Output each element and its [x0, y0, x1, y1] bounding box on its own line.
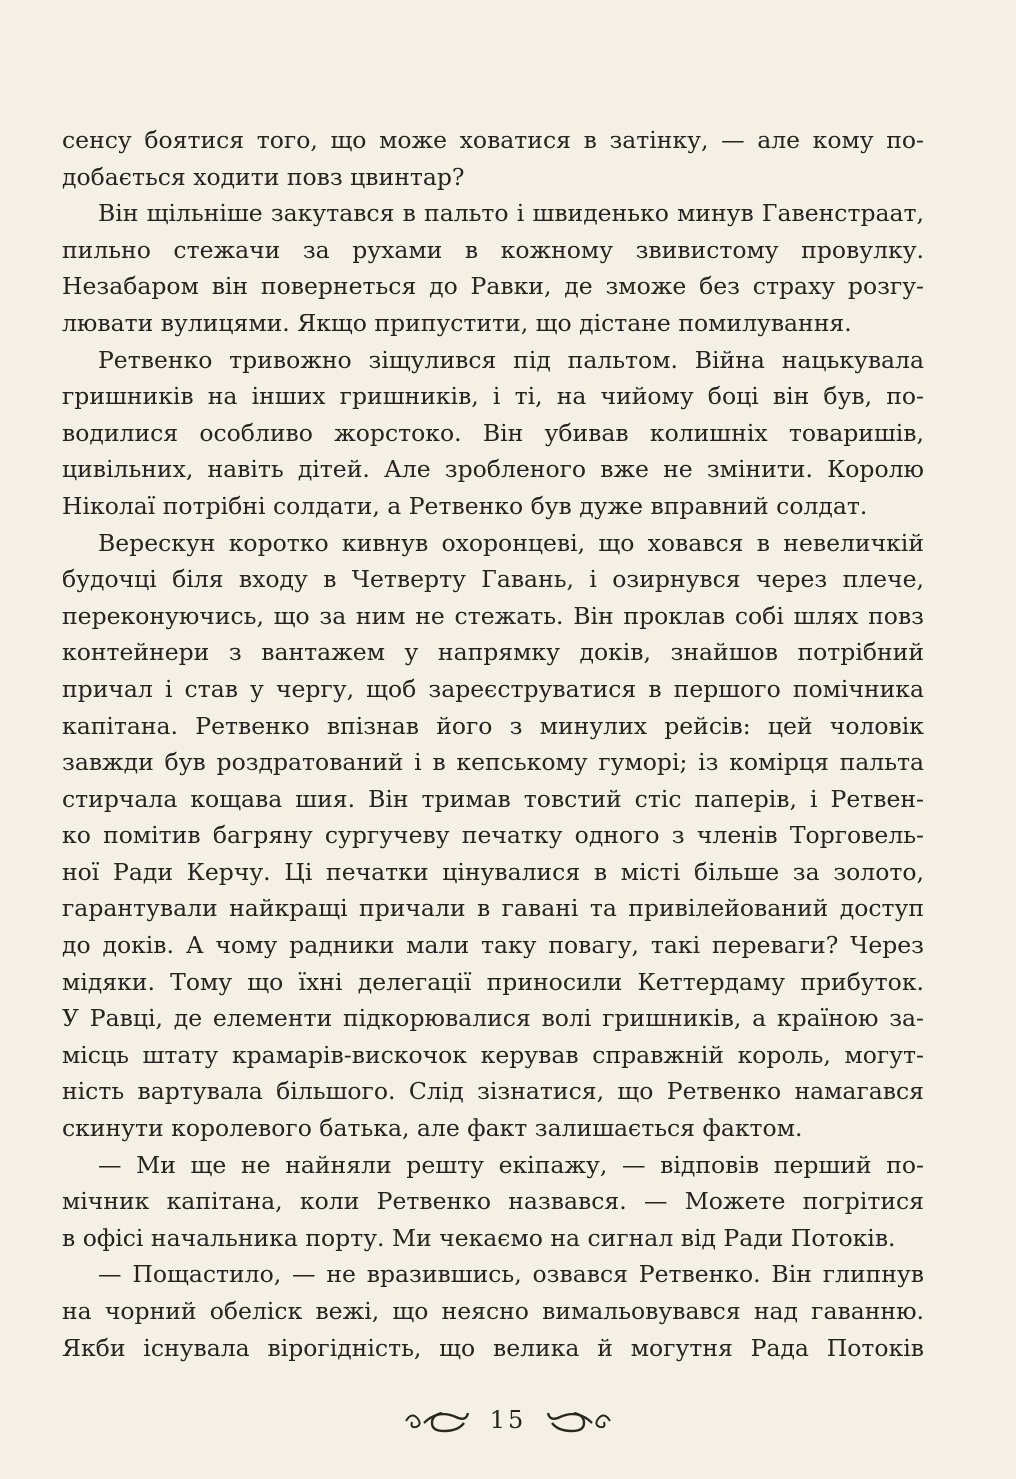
text-line: цивільних, навіть дітей. Але зробленого вже не змінити. Королю: [62, 455, 924, 484]
text-line: сенсу боятися того, що може ховатися в затінку, — але кому по-: [62, 126, 924, 154]
text-line: мідяки. Тому що їхні делегації приносили Кеттердаму прибуток.: [62, 967, 924, 996]
text-line: до доків. А чому радники мали таку повагу, такі переваги? Через: [62, 931, 924, 960]
text-line: добається ходити повз цвинтар?: [62, 162, 465, 191]
text-line: пильно стежачи за рухами в кожному звивистому провулку.: [62, 235, 924, 264]
left-flourish-ornament: [402, 1405, 472, 1435]
text-line: ність вартувала більшого. Слід зізнатися, що Ретвенко намагався: [62, 1077, 924, 1106]
right-flourish-ornament: [544, 1405, 614, 1435]
text-line: ної Ради Керчу. Ці печатки цінувалися в місті більше за золото,: [62, 857, 924, 886]
text-line: скинути королевого батька, але факт залишається фактом.: [62, 1114, 803, 1143]
text-line: в офісі начальника порту. Ми чекаємо на сигнал від Ради Потоків.: [62, 1223, 896, 1252]
text-line: У Равці, де елементи підкорювалися волі гришників, а країною за-: [62, 1004, 924, 1033]
text-line: водилися особливо жорстоко. Він убивав колишніх товаришів,: [62, 418, 924, 447]
folio: [380, 1395, 636, 1445]
text-line: будочці біля входу в Четверту Гавань, і озирнувся через плече,: [62, 565, 924, 594]
body-text: [62, 122, 924, 1366]
text-line: мічник капітана, коли Ретвенко назвався. — Можете погрітися: [62, 1187, 924, 1216]
text-line: переконуючись, що за ним не стежать. Він проклав собі шлях повз: [62, 601, 924, 630]
page-number: 15: [489, 1406, 527, 1434]
text-line: Незабаром він повернеться до Равки, де зможе без страху розгу-: [62, 272, 924, 301]
text-line: Ніколаї потрібні солдати, а Ретвенко був дуже вправний солдат.: [62, 491, 868, 520]
text-line: завжди був роздратований і в кепському гуморі; із комірця пальта: [62, 748, 924, 777]
text-line: Він щільніше закутався в пальто і швиденько минув Гавенстраат,: [98, 199, 924, 228]
text-line: стирчала кощава шия. Він тримав товстий стіс паперів, і Ретвен-: [62, 784, 924, 813]
text-line: місць штату крамарів-вискочок керував справжній король, могут-: [62, 1040, 924, 1069]
text-line: лювати вулицями. Якщо припустити, що дістане помилування.: [62, 308, 852, 337]
text-line: контейнери з вантажем у напрямку доків, знайшов потрібний: [62, 638, 924, 667]
text-line: капітана. Ретвенко впізнав його з минулих рейсів: цей чоловік: [62, 711, 924, 740]
text-line: Верескун коротко кивнув охоронцеві, що ховався в невеличкій: [98, 528, 924, 557]
text-line: на чорний обеліск вежі, що неясно вимальовувався над гаванню.: [62, 1297, 924, 1325]
text-line: — Пощастило, — не вразившись, озвався Ретвенко. Він глипнув: [98, 1260, 924, 1289]
text-line: — Ми ще не найняли решту екіпажу, — відповів перший по-: [98, 1150, 924, 1179]
text-line: гришників на інших гришників, і ті, на чийому боці він був, по-: [62, 382, 924, 411]
text-line: Ретвенко тривожно зіщулився під пальтом. Війна нацькувала: [98, 345, 924, 374]
text-line: Якби існувала вірогідність, що велика й могутня Рада Потоків: [62, 1333, 924, 1362]
text-line: причал і став у чергу, щоб зареєструватися в першого помічника: [62, 674, 924, 703]
text-line: ко помітив багряну сургучеву печатку одного з членів Торговель-: [62, 821, 924, 850]
text-line: гарантували найкращі причали в гавані та привілейований доступ: [62, 894, 924, 923]
